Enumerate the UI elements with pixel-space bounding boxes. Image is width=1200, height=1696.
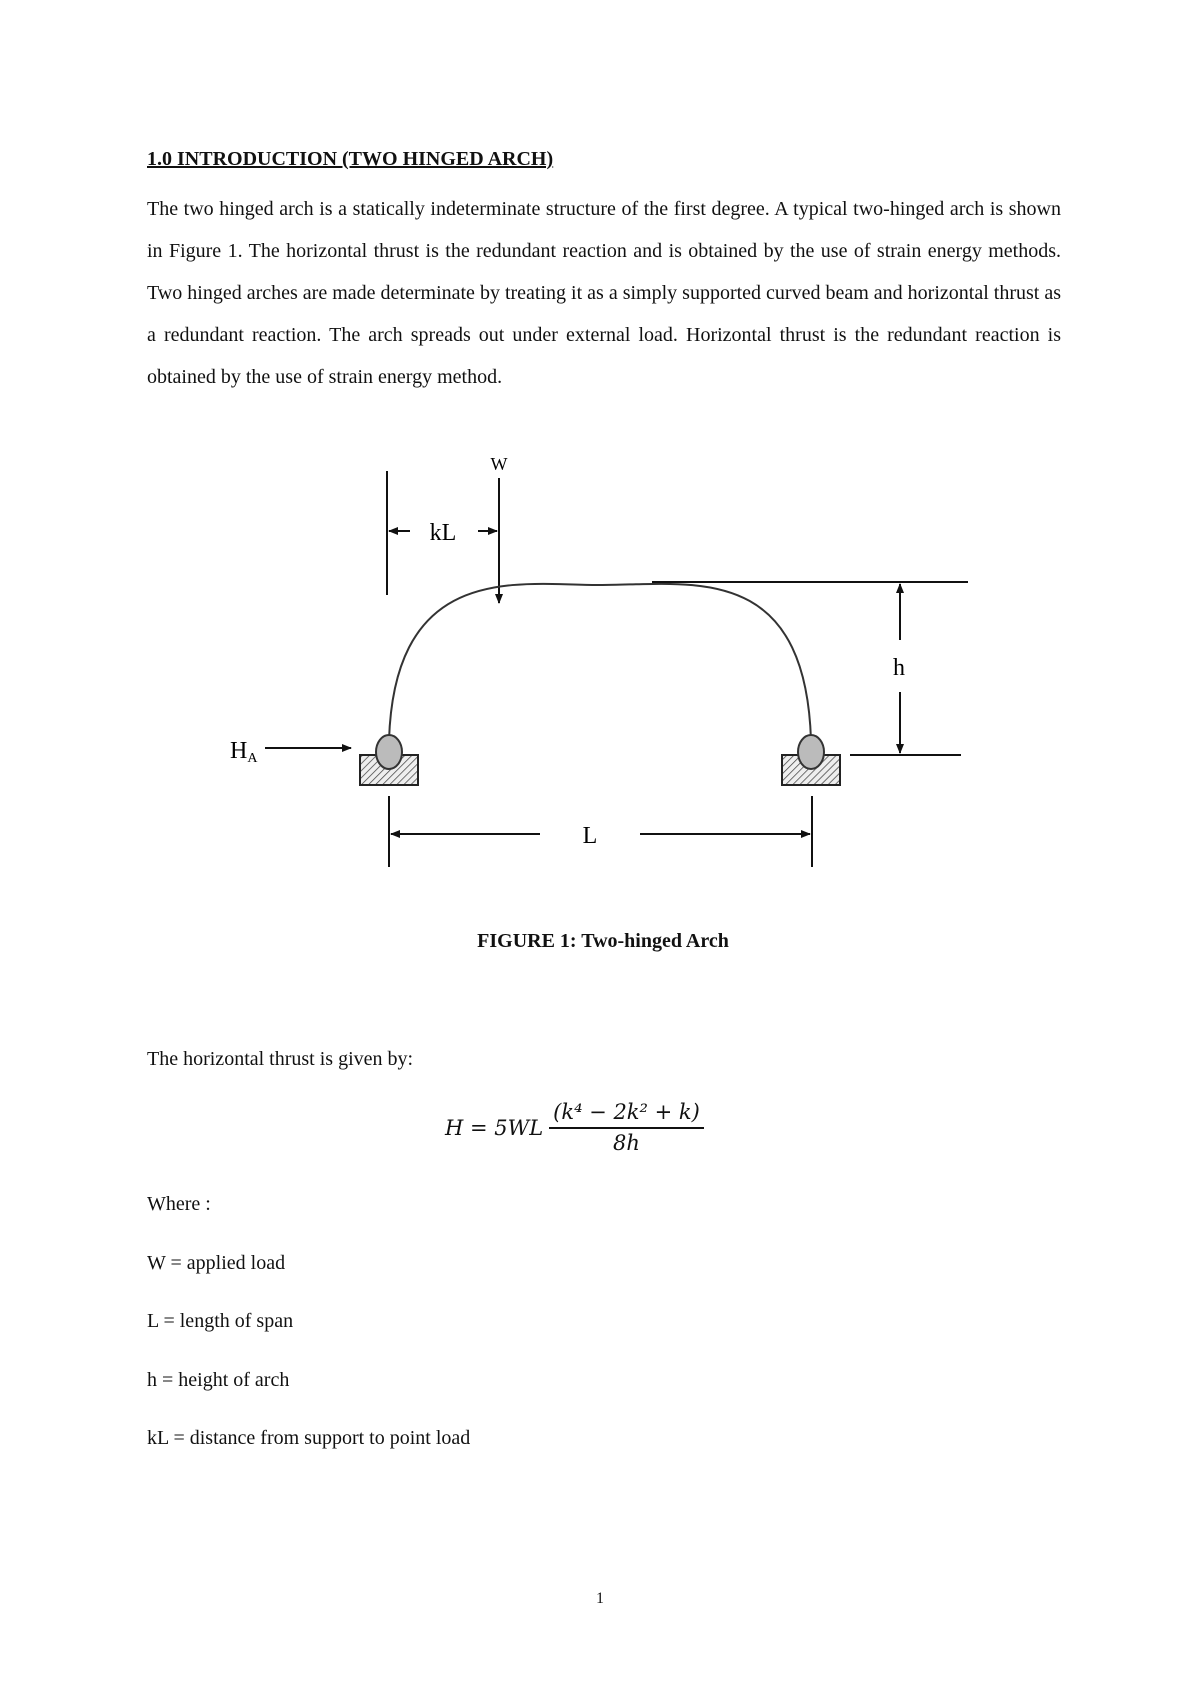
thrust-label-main: H <box>230 738 248 764</box>
section-heading: 1.0 INTRODUCTION (TWO HINGED ARCH) <box>147 148 554 170</box>
definition-item: h = height of arch <box>147 1369 290 1391</box>
right-hinge <box>798 735 824 769</box>
intro-paragraph: The two hinged arch is a statically indeterminate structure of the first degree. A typical two-hinged arch is shown in Figure 1. The horizontal thrust is the redundant reaction and is obtained by the use of strain energy methods. Two hinged arches are made determinate by treating it as a simply supported curved beam and horizontal thrust as a redundant reaction. The arch spreads out under external load. Horizontal thrust is the redundant reaction is obtained by the use of strain energy method. <box>147 198 1061 388</box>
height-label: h <box>893 655 905 681</box>
thrust-formula <box>445 1100 704 1155</box>
span-label: L <box>582 823 598 849</box>
formula-fraction <box>549 1100 704 1155</box>
thrust-intro: The horizontal thrust is given by: <box>147 1048 414 1070</box>
formula-denominator: 8h <box>613 1131 640 1155</box>
definition-item: W = applied load <box>147 1252 286 1274</box>
definition-item: kL = distance from support to point load <box>147 1427 471 1449</box>
thrust-label <box>230 738 258 766</box>
formula-lhs: H = 5WL <box>445 1115 544 1140</box>
where-label: Where : <box>147 1193 211 1215</box>
kl-label: kL <box>429 520 457 546</box>
figure-caption: FIGURE 1: Two-hinged Arch <box>477 930 729 952</box>
thrust-label-subscript: A <box>247 751 258 766</box>
definition-item: L = length of span <box>147 1310 294 1332</box>
arch-curve <box>389 584 811 740</box>
left-hinge <box>376 735 402 769</box>
page-number: 1 <box>596 1590 604 1607</box>
formula-numerator: (k⁴ − 2k² + k) <box>549 1100 704 1129</box>
load-label: W <box>490 454 508 474</box>
